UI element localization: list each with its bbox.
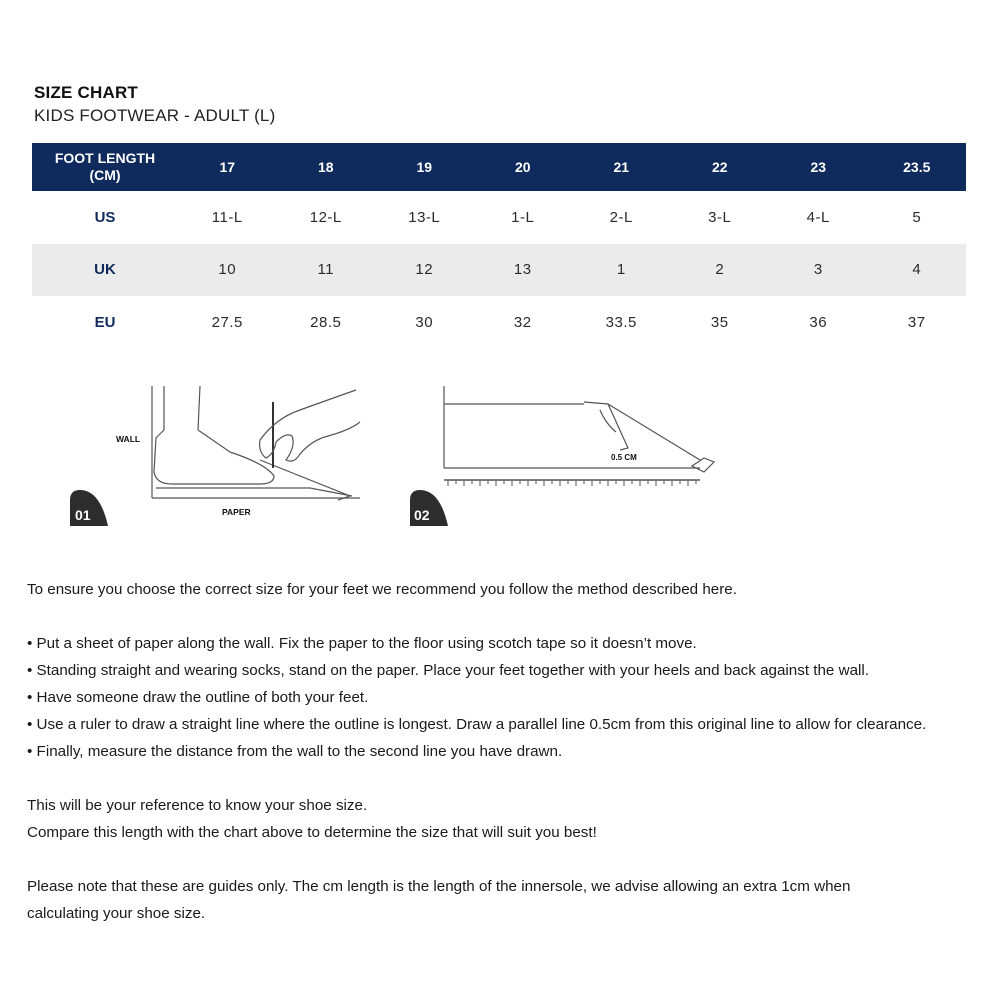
column-header: 23.5 bbox=[868, 143, 967, 191]
column-header: 21 bbox=[572, 143, 671, 191]
row-label: EU bbox=[94, 313, 116, 331]
paper-label: PAPER bbox=[222, 507, 251, 517]
table-cell: 33.5 bbox=[605, 313, 637, 331]
outline-curve bbox=[600, 410, 616, 432]
note-paragraph bbox=[27, 873, 987, 927]
table-cell: 35 bbox=[710, 313, 729, 331]
measuring-illustration bbox=[60, 380, 740, 540]
list-item: • Use a ruler to draw a straight line where the outline is longest. Draw a parallel line 0.5cm from this original line to allow for clearance. bbox=[27, 716, 927, 733]
table-cell: 27.5 bbox=[211, 313, 243, 331]
column-header: 23 bbox=[769, 143, 868, 191]
paper-edge bbox=[156, 488, 352, 496]
table-cell: 4 bbox=[868, 244, 967, 297]
table-cell: 36 bbox=[809, 313, 828, 331]
step-2-number: 02 bbox=[414, 507, 430, 523]
foot-outline bbox=[154, 430, 274, 484]
measure-tip bbox=[692, 458, 714, 472]
intro-paragraph: To ensure you choose the correct size for your feet we recommend you follow the method described here. bbox=[27, 581, 737, 598]
table-cell: 12-L bbox=[309, 208, 342, 226]
list-item: • Have someone draw the outline of both your feet. bbox=[27, 689, 369, 706]
table-cell: 1-L bbox=[511, 208, 535, 226]
size-chart-table bbox=[32, 143, 966, 349]
table-cell: 3-L bbox=[708, 208, 732, 226]
list-item: • Finally, measure the distance from the wall to the second line you have drawn. bbox=[27, 743, 563, 760]
hand-outline bbox=[260, 390, 360, 461]
table-cell: 30 bbox=[415, 313, 434, 331]
ruler-ticks bbox=[448, 480, 696, 486]
table-cell: 37 bbox=[907, 313, 926, 331]
table-cell: 11-L bbox=[211, 208, 243, 226]
table-cell: 13-L bbox=[408, 208, 441, 226]
note-line: Please note that these are guides only. The cm length is the length of the innersole, we advise allowing an extra 1cm when bbox=[27, 878, 851, 895]
column-header: 17 bbox=[178, 143, 277, 191]
instruction-list bbox=[27, 630, 987, 765]
table-row-uk bbox=[32, 244, 966, 297]
column-header: 20 bbox=[474, 143, 573, 191]
table-row-eu bbox=[32, 296, 966, 349]
table-cell: 28.5 bbox=[310, 313, 342, 331]
step-2-badge bbox=[410, 490, 448, 526]
leg-outline bbox=[164, 386, 200, 430]
guide-line bbox=[608, 404, 700, 460]
table-cell: 3 bbox=[769, 244, 868, 297]
table-cell: 5 bbox=[912, 208, 922, 226]
table-cell: 10 bbox=[178, 244, 277, 297]
table-cell: 32 bbox=[513, 313, 532, 331]
table-cell: 2 bbox=[671, 244, 770, 297]
step-1-number: 01 bbox=[75, 507, 91, 523]
foot-length-label: FOOT LENGTH bbox=[54, 150, 156, 166]
reference-line: Compare this length with the chart above to determine the size that will suit you best! bbox=[27, 824, 597, 841]
foot-length-unit: (CM) bbox=[89, 167, 121, 183]
row-label: UK bbox=[32, 244, 178, 297]
table-cell: 1 bbox=[572, 244, 671, 297]
table-cell: 4-L bbox=[806, 208, 830, 226]
page-subtitle: KIDS FOOTWEAR - ADULT (L) bbox=[34, 106, 276, 125]
list-item: • Put a sheet of paper along the wall. Fix the paper to the floor using scotch tape so it doesn’t move. bbox=[27, 635, 697, 652]
step-1-badge bbox=[70, 490, 108, 526]
paper-corner bbox=[584, 402, 628, 450]
wall-label: WALL bbox=[116, 434, 141, 444]
row-label: US bbox=[94, 208, 116, 226]
column-header: 22 bbox=[671, 143, 770, 191]
table-cell: 11 bbox=[277, 244, 376, 297]
step-2-illustration bbox=[444, 386, 714, 486]
reference-paragraph bbox=[27, 792, 987, 846]
table-cell: 13 bbox=[474, 244, 573, 297]
column-header: 19 bbox=[375, 143, 474, 191]
reference-line: This will be your reference to know your shoe size. bbox=[27, 797, 368, 814]
list-item: • Standing straight and wearing socks, stand on the paper. Place your feet together with your heels and back against the wall. bbox=[27, 662, 869, 679]
foot-length-header bbox=[32, 143, 178, 191]
table-cell: 12 bbox=[375, 244, 474, 297]
step-1-illustration bbox=[152, 386, 360, 500]
page-title: SIZE CHART bbox=[34, 83, 138, 102]
table-header-row bbox=[32, 143, 966, 191]
table-row-us bbox=[32, 191, 966, 244]
column-header: 18 bbox=[277, 143, 376, 191]
clearance-label: 0.5 CM bbox=[611, 453, 637, 462]
note-line: calculating your shoe size. bbox=[27, 905, 206, 922]
table-cell: 2-L bbox=[609, 208, 633, 226]
